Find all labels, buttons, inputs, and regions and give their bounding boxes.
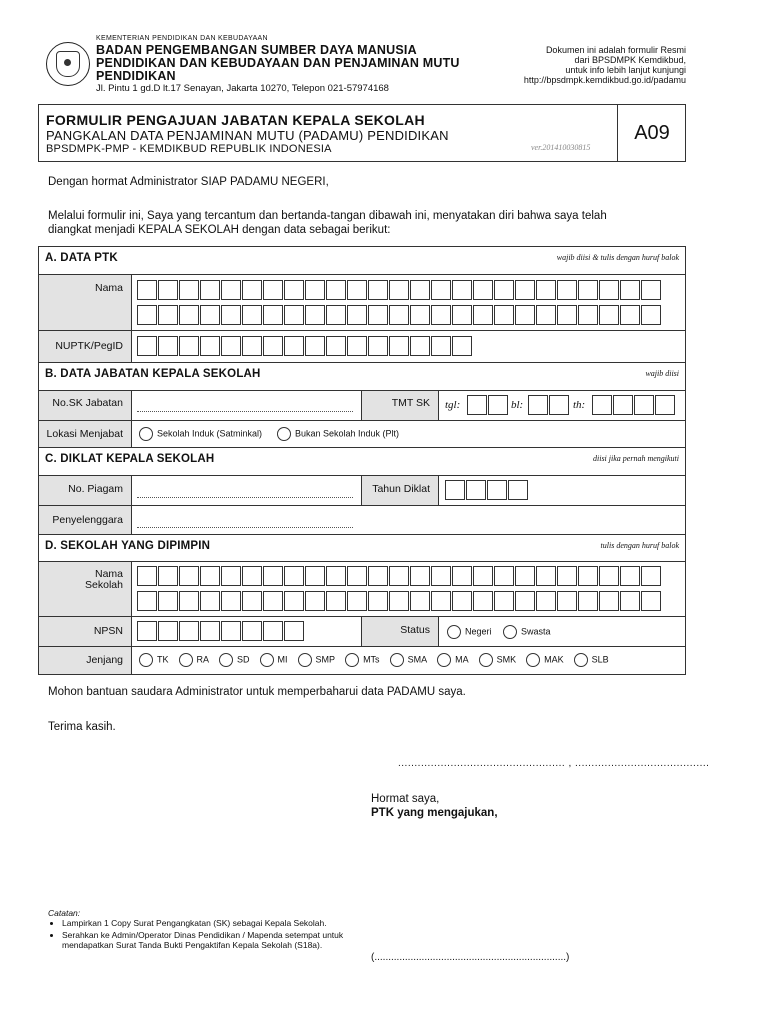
status-option-negeri-label: Negeri <box>465 626 492 637</box>
char-box[interactable] <box>536 566 556 586</box>
status-option-negeri[interactable] <box>447 625 492 639</box>
char-box[interactable] <box>305 336 325 356</box>
char-box[interactable] <box>242 305 262 325</box>
jenjang-row <box>39 647 685 674</box>
char-box[interactable] <box>221 566 241 586</box>
char-box[interactable] <box>368 591 388 611</box>
notice-line-2: dari BPSDMPK Kemdikbud, <box>574 55 686 65</box>
jenjang-option-slb[interactable] <box>574 653 609 667</box>
char-box[interactable] <box>578 591 598 611</box>
char-box[interactable] <box>179 591 199 611</box>
char-box[interactable] <box>389 591 409 611</box>
section-a-note: wajib diisi & tulis dengan huruf balok <box>556 253 679 262</box>
char-box[interactable] <box>263 591 283 611</box>
char-box[interactable] <box>221 621 241 641</box>
char-box[interactable] <box>263 336 283 356</box>
char-box[interactable] <box>326 280 346 300</box>
char-box[interactable] <box>221 336 241 356</box>
char-box[interactable] <box>368 566 388 586</box>
lokasi-option-plt[interactable] <box>277 427 399 441</box>
agency-line-1: BADAN PENGEMBANGAN SUMBER DAYA MANUSIA <box>96 43 417 57</box>
tahun-diklat-input[interactable] <box>445 480 529 500</box>
note-item: • Serahkan ke Admin/Operator Dinas Pendidikan / Mapenda setempat untuk mendapatkan Surat Tanda Bukti Pengaktifan Kepala Sekolah (S18a). <box>62 931 348 950</box>
char-box[interactable] <box>410 305 430 325</box>
char-box[interactable] <box>536 305 556 325</box>
jenjang-option-label: SMK <box>496 654 517 665</box>
piagam-input[interactable] <box>137 497 353 498</box>
intro-line-1: Melalui formulir ini, Saya yang tercantum dan bertanda-tangan dibawah ini, menyatakan diri bahwa saya telah <box>48 210 607 222</box>
section-a-header <box>39 247 685 275</box>
char-box[interactable] <box>242 621 262 641</box>
char-box[interactable] <box>200 566 220 586</box>
radio-icon <box>139 653 153 667</box>
nama-input-line-2[interactable] <box>137 305 662 325</box>
char-box[interactable] <box>389 280 409 300</box>
char-box[interactable] <box>592 395 612 415</box>
regards-text: Hormat saya, <box>371 793 440 805</box>
status-option-swasta[interactable] <box>503 625 551 639</box>
tmt-day-label: tgl: <box>445 399 461 411</box>
char-box[interactable] <box>389 336 409 356</box>
form-code: A09 <box>617 105 686 161</box>
piagam-row <box>39 476 685 506</box>
jenjang-option-mak[interactable] <box>526 653 564 667</box>
nama-sekolah-input-line-2[interactable] <box>137 591 662 611</box>
char-box[interactable] <box>494 566 514 586</box>
notes <box>48 909 348 953</box>
char-box[interactable] <box>515 566 535 586</box>
char-box[interactable] <box>494 280 514 300</box>
jenjang-option-smk[interactable] <box>479 653 517 667</box>
char-box[interactable] <box>494 305 514 325</box>
char-box[interactable] <box>305 591 325 611</box>
nama-sekolah-row <box>39 562 685 617</box>
char-box[interactable] <box>263 280 283 300</box>
char-box[interactable] <box>326 336 346 356</box>
jenjang-option-ra[interactable] <box>179 653 210 667</box>
char-box[interactable] <box>473 566 493 586</box>
char-box[interactable] <box>620 305 640 325</box>
nama-row <box>39 275 685 331</box>
char-box[interactable] <box>410 336 430 356</box>
char-box[interactable] <box>452 305 472 325</box>
char-box[interactable] <box>613 395 633 415</box>
nuptk-label: NUPTK/PegID <box>55 340 123 352</box>
char-box[interactable] <box>263 621 283 641</box>
tmt-month-input[interactable] <box>528 395 570 415</box>
char-box[interactable] <box>284 566 304 586</box>
jenjang-option-mts[interactable] <box>345 653 380 667</box>
npsn-input[interactable] <box>137 621 305 641</box>
nama-input-line-1[interactable] <box>137 280 662 300</box>
radio-icon <box>503 625 517 639</box>
tmt-year-input[interactable] <box>592 395 676 415</box>
char-box[interactable] <box>221 305 241 325</box>
char-box[interactable] <box>431 591 451 611</box>
lokasi-option-induk[interactable] <box>139 427 262 441</box>
char-box[interactable] <box>515 591 535 611</box>
char-box[interactable] <box>179 305 199 325</box>
char-box[interactable] <box>508 480 528 500</box>
char-box[interactable] <box>473 591 493 611</box>
char-box[interactable] <box>179 280 199 300</box>
char-box[interactable] <box>368 336 388 356</box>
char-box[interactable] <box>655 395 675 415</box>
char-box[interactable] <box>137 305 157 325</box>
char-box[interactable] <box>599 280 619 300</box>
char-box[interactable] <box>305 566 325 586</box>
agency-line-3: PENDIDIKAN <box>96 69 176 83</box>
char-box[interactable] <box>137 591 157 611</box>
char-box[interactable] <box>242 336 262 356</box>
official-notice <box>524 45 686 85</box>
char-box[interactable] <box>599 305 619 325</box>
section-c-title: C. DIKLAT KEPALA SEKOLAH <box>45 453 215 465</box>
status-option-swasta-label: Swasta <box>521 626 551 637</box>
char-box[interactable] <box>158 336 178 356</box>
char-box[interactable] <box>452 591 472 611</box>
nama-sekolah-label-2: Sekolah <box>85 579 123 591</box>
radio-icon <box>479 653 493 667</box>
char-box[interactable] <box>557 280 577 300</box>
nama-label: Nama <box>94 282 123 294</box>
char-box[interactable] <box>389 566 409 586</box>
char-box[interactable] <box>221 280 241 300</box>
char-box[interactable] <box>494 591 514 611</box>
tmt-year-label: th: <box>573 399 586 411</box>
char-box[interactable] <box>528 395 548 415</box>
char-box[interactable] <box>326 305 346 325</box>
char-box[interactable] <box>242 566 262 586</box>
nama-sekolah-input-line-1[interactable] <box>137 566 662 586</box>
char-box[interactable] <box>536 591 556 611</box>
char-box[interactable] <box>620 566 640 586</box>
jenjang-option-label: TK <box>157 654 169 665</box>
tmt-month-label: bl: <box>511 399 524 411</box>
char-box[interactable] <box>389 305 409 325</box>
char-box[interactable] <box>452 280 472 300</box>
char-box[interactable] <box>263 566 283 586</box>
lokasi-label: Lokasi Menjabat <box>46 428 123 440</box>
char-box[interactable] <box>368 305 388 325</box>
char-box[interactable] <box>179 336 199 356</box>
char-box[interactable] <box>410 591 430 611</box>
ministry-logo-icon <box>46 42 90 86</box>
jenjang-option-mi[interactable] <box>260 653 288 667</box>
nuptk-input[interactable] <box>137 336 473 356</box>
char-box[interactable] <box>137 336 157 356</box>
char-box[interactable] <box>536 280 556 300</box>
char-box[interactable] <box>599 591 619 611</box>
char-box[interactable] <box>158 566 178 586</box>
tahun-diklat-label: Tahun Diklat <box>372 483 430 495</box>
char-box[interactable] <box>549 395 569 415</box>
char-box[interactable] <box>347 591 367 611</box>
section-d-note: tulis dengan huruf balok <box>600 541 679 550</box>
char-box[interactable] <box>221 591 241 611</box>
char-box[interactable] <box>452 336 472 356</box>
char-box[interactable] <box>487 480 507 500</box>
char-box[interactable] <box>410 280 430 300</box>
char-box[interactable] <box>179 621 199 641</box>
jenjang-option-label: MTs <box>363 654 380 665</box>
form-version: ver.201410030815 <box>531 143 591 152</box>
char-box[interactable] <box>347 566 367 586</box>
char-box[interactable] <box>515 280 535 300</box>
char-box[interactable] <box>557 305 577 325</box>
ministry-name: KEMENTERIAN PENDIDIKAN DAN KEBUDAYAAN <box>96 35 268 42</box>
jenjang-option-sd[interactable] <box>219 653 250 667</box>
jenjang-option-label: MAK <box>544 654 564 665</box>
char-box[interactable] <box>410 566 430 586</box>
char-box[interactable] <box>578 305 598 325</box>
notice-line-1: Dokumen ini adalah formulir Resmi <box>545 45 686 55</box>
char-box[interactable] <box>473 280 493 300</box>
jenjang-option-ma[interactable] <box>437 653 469 667</box>
char-box[interactable] <box>641 305 661 325</box>
radio-icon <box>526 653 540 667</box>
agency-name <box>96 44 476 83</box>
tmt-day-input[interactable] <box>467 395 509 415</box>
section-b-title: B. DATA JABATAN KEPALA SEKOLAH <box>45 368 261 380</box>
char-box[interactable] <box>326 566 346 586</box>
radio-icon <box>219 653 233 667</box>
section-d-header <box>39 535 685 562</box>
char-box[interactable] <box>242 280 262 300</box>
agency-address: Jl. Pintu 1 gd.D lt.17 Senayan, Jakarta 10270, Telepon 021-57974168 <box>96 83 389 94</box>
jenjang-option-label: MA <box>455 654 469 665</box>
char-box[interactable] <box>158 621 178 641</box>
radio-icon <box>437 653 451 667</box>
char-box[interactable] <box>445 480 465 500</box>
char-box[interactable] <box>347 305 367 325</box>
notice-line-3: untuk info lebih lanjut kunjungi <box>565 65 686 75</box>
jenjang-option-label: RA <box>196 654 210 665</box>
char-box[interactable] <box>599 566 619 586</box>
form-title-box <box>38 104 686 162</box>
tmt-label: TMT SK <box>391 397 430 409</box>
char-box[interactable] <box>242 591 262 611</box>
char-box[interactable] <box>431 566 451 586</box>
radio-icon <box>345 653 359 667</box>
jenjang-label: Jenjang <box>86 654 123 666</box>
char-box[interactable] <box>326 591 346 611</box>
notes-title: Catatan: <box>48 908 81 918</box>
char-box[interactable] <box>137 280 157 300</box>
char-box[interactable] <box>200 591 220 611</box>
radio-icon <box>179 653 193 667</box>
char-box[interactable] <box>179 566 199 586</box>
npsn-label: NPSN <box>93 625 123 637</box>
section-c-note: diisi jika pernah mengikuti <box>593 454 679 463</box>
signer-title: PTK yang mengajukan, <box>371 807 498 819</box>
char-box[interactable] <box>467 395 487 415</box>
nuptk-row <box>39 331 685 363</box>
form-issuer: BPSDMPK-PMP - KEMDIKBUD REPUBLIK INDONESIA <box>46 143 332 155</box>
form-subtitle: PANGKALAN DATA PENJAMINAN MUTU (PADAMU) PENDIDIKAN <box>46 128 449 143</box>
greeting: Dengan hormat Administrator SIAP PADAMU NEGERI, <box>48 176 329 188</box>
intro-line-2: diangkat menjadi KEPALA SEKOLAH dengan data sebagai berikut: <box>48 224 391 236</box>
intro-body <box>48 209 607 237</box>
radio-icon <box>139 427 153 441</box>
radio-icon <box>298 653 312 667</box>
nosk-label: No.SK Jabatan <box>52 397 123 409</box>
form-title: FORMULIR PENGAJUAN JABATAN KEPALA SEKOLAH <box>46 112 425 128</box>
npsn-row <box>39 617 685 647</box>
radio-icon <box>574 653 588 667</box>
char-box[interactable] <box>578 280 598 300</box>
agency-line-2: PENDIDIKAN DAN KEBUDAYAAN DAN PENJAMINAN MUTU <box>96 56 460 70</box>
lokasi-option-plt-label: Bukan Sekolah Induk (Plt) <box>295 428 400 439</box>
section-a-title: A. DATA PTK <box>45 252 118 264</box>
char-box[interactable] <box>284 591 304 611</box>
char-box[interactable] <box>620 591 640 611</box>
nosk-row <box>39 391 685 421</box>
lokasi-row <box>39 421 685 448</box>
char-box[interactable] <box>466 480 486 500</box>
char-box[interactable] <box>284 336 304 356</box>
note-item: • Lampirkan 1 Copy Surat Pengangkatan (SK) sebagai Kepala Sekolah. <box>62 919 348 929</box>
char-box[interactable] <box>200 280 220 300</box>
char-box[interactable] <box>284 621 304 641</box>
lokasi-option-induk-label: Sekolah Induk (Satminkal) <box>157 428 263 439</box>
char-box[interactable] <box>431 336 451 356</box>
char-box[interactable] <box>347 280 367 300</box>
char-box[interactable] <box>158 591 178 611</box>
char-box[interactable] <box>200 621 220 641</box>
radio-icon <box>447 625 461 639</box>
char-box[interactable] <box>137 621 157 641</box>
char-box[interactable] <box>578 566 598 586</box>
char-box[interactable] <box>263 305 283 325</box>
jenjang-option-label: SMA <box>407 654 428 665</box>
section-d-title: D. SEKOLAH YANG DIPIMPIN <box>45 540 211 552</box>
jenjang-option-sma[interactable] <box>390 653 428 667</box>
char-box[interactable] <box>641 280 661 300</box>
char-box[interactable] <box>305 280 325 300</box>
char-box[interactable] <box>305 305 325 325</box>
notice-url: http://bpsdmpk.kemdikbud.go.id/padamu <box>523 75 686 85</box>
nama-sekolah-label-1: Nama <box>94 568 123 580</box>
thanks-text: Terima kasih. <box>48 721 116 733</box>
char-box[interactable] <box>200 305 220 325</box>
radio-icon <box>260 653 274 667</box>
char-box[interactable] <box>431 305 451 325</box>
request-text: Mohon bantuan saudara Administrator untuk memperbaharui data PADAMU saya. <box>48 686 466 698</box>
char-box[interactable] <box>641 566 661 586</box>
place-date-field[interactable]: ................................................... , ......................................... <box>398 758 710 769</box>
char-box[interactable] <box>557 566 577 586</box>
nosk-input[interactable] <box>137 411 353 412</box>
penyelenggara-row <box>39 506 685 535</box>
penyelenggara-input[interactable] <box>137 527 353 528</box>
char-box[interactable] <box>634 395 654 415</box>
section-b-header <box>39 363 685 391</box>
char-box[interactable] <box>158 305 178 325</box>
char-box[interactable] <box>473 305 493 325</box>
form-table <box>38 246 686 675</box>
radio-icon <box>277 427 291 441</box>
section-b-note: wajib diisi <box>645 369 679 378</box>
jenjang-option-tk[interactable] <box>139 653 169 667</box>
jenjang-option-smp[interactable] <box>298 653 336 667</box>
piagam-label: No. Piagam <box>68 483 123 495</box>
char-box[interactable] <box>368 280 388 300</box>
radio-icon <box>390 653 404 667</box>
char-box[interactable] <box>452 566 472 586</box>
char-box[interactable] <box>515 305 535 325</box>
char-box[interactable] <box>488 395 508 415</box>
char-box[interactable] <box>347 336 367 356</box>
char-box[interactable] <box>158 280 178 300</box>
char-box[interactable] <box>620 280 640 300</box>
jenjang-option-label: SD <box>237 654 250 665</box>
char-box[interactable] <box>641 591 661 611</box>
jenjang-option-label: MI <box>277 654 288 665</box>
char-box[interactable] <box>284 305 304 325</box>
signature-line[interactable]: (.....................................................................) <box>371 952 570 963</box>
status-label: Status <box>400 624 430 636</box>
char-box[interactable] <box>284 280 304 300</box>
section-c-header <box>39 448 685 476</box>
char-box[interactable] <box>200 336 220 356</box>
char-box[interactable] <box>557 591 577 611</box>
char-box[interactable] <box>137 566 157 586</box>
jenjang-option-label: SLB <box>591 654 609 665</box>
penyelenggara-label: Penyelenggara <box>52 514 123 526</box>
char-box[interactable] <box>431 280 451 300</box>
jenjang-option-label: SMP <box>315 654 336 665</box>
